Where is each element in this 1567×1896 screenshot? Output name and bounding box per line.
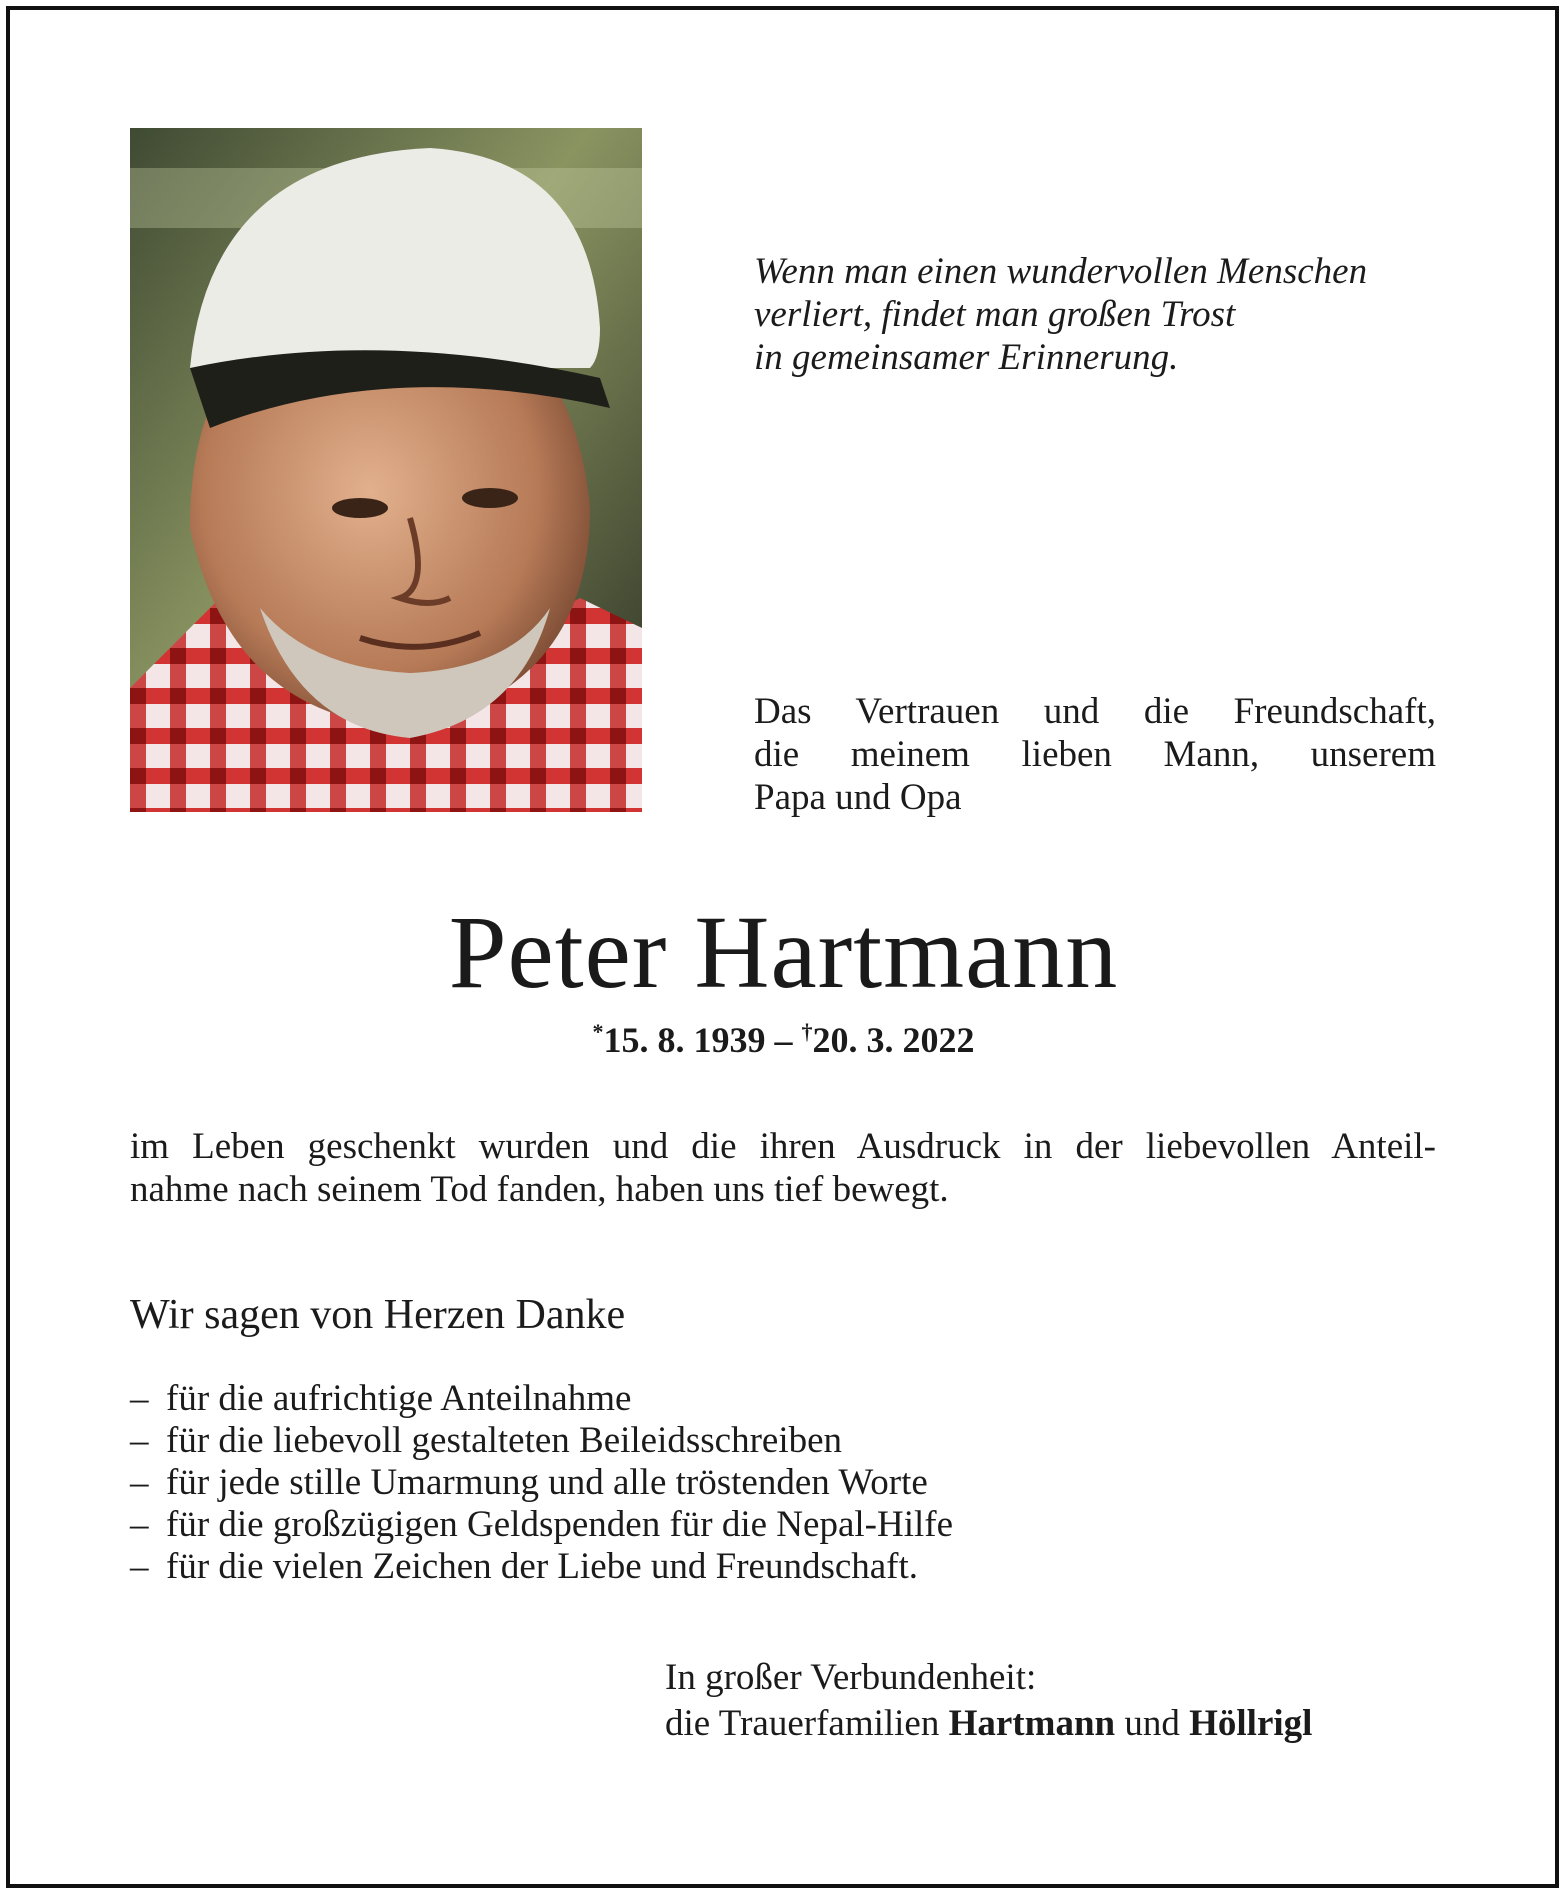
list-item <box>130 1378 1436 1420</box>
quote-line: verliert, findet man großen Trost <box>754 294 1236 335</box>
date-separator: – <box>765 1020 802 1060</box>
intro-line: die meinem lieben Mann, unserem <box>754 734 1436 775</box>
list-item-text: für die aufrichtige Anteilnahme <box>166 1378 632 1419</box>
dash-bullet: – <box>130 1504 149 1545</box>
family-signature <box>665 1701 1312 1747</box>
thanks-line: im Leben geschenkt wurden und die ihren Ausdruck in der liebevollen Anteil- <box>130 1126 1436 1167</box>
quote-line: in gemeinsamer Erinnerung. <box>754 337 1179 378</box>
intro-line: Das Vertrauen und die Freundschaft, <box>754 691 1436 732</box>
quote-line: Wenn man einen wundervollen Menschen <box>754 251 1368 292</box>
memorial-quote <box>754 250 1454 379</box>
dash-bullet: – <box>130 1420 149 1461</box>
thanks-list <box>130 1378 1436 1588</box>
closing-signature <box>665 1655 1312 1747</box>
family-prefix: die Trauerfamilien <box>665 1703 949 1744</box>
birth-symbol: * <box>592 1019 604 1044</box>
family-name-2: Höllrigl <box>1189 1703 1313 1744</box>
list-item <box>130 1546 1436 1588</box>
dash-bullet: – <box>130 1462 149 1503</box>
dash-bullet: – <box>130 1378 149 1419</box>
thanks-heading: Wir sagen von Herzen Danke <box>130 1292 626 1338</box>
list-item-text: für die liebevoll gestalteten Beileidsschreiben <box>166 1420 843 1461</box>
thanks-line: nahme nach seinem Tod fanden, haben uns tief bewegt. <box>130 1169 949 1210</box>
list-item <box>130 1420 1436 1462</box>
list-item-text: für die vielen Zeichen der Liebe und Freundschaft. <box>166 1546 919 1587</box>
dash-bullet: – <box>130 1546 149 1587</box>
list-item <box>130 1462 1436 1504</box>
closing-line: In großer Verbundenheit: <box>665 1657 1037 1698</box>
list-item-text: für jede stille Umarmung und alle tröstenden Worte <box>166 1462 928 1503</box>
death-date: 20. 3. 2022 <box>812 1020 975 1060</box>
intro-text <box>754 690 1436 819</box>
family-joiner: und <box>1115 1703 1190 1744</box>
family-name-1: Hartmann <box>948 1703 1116 1744</box>
intro-line: Papa und Opa <box>754 777 962 818</box>
death-symbol: † <box>801 1019 813 1044</box>
life-dates <box>0 1018 1567 1062</box>
portrait-photo <box>130 128 642 812</box>
list-item-text: für die großzügigen Geldspenden für die Nepal-Hilfe <box>166 1504 953 1545</box>
birth-date: 15. 8. 1939 <box>603 1020 766 1060</box>
deceased-name: Peter Hartmann <box>448 895 1119 1010</box>
list-item <box>130 1504 1436 1546</box>
thanks-paragraph <box>130 1125 1436 1211</box>
